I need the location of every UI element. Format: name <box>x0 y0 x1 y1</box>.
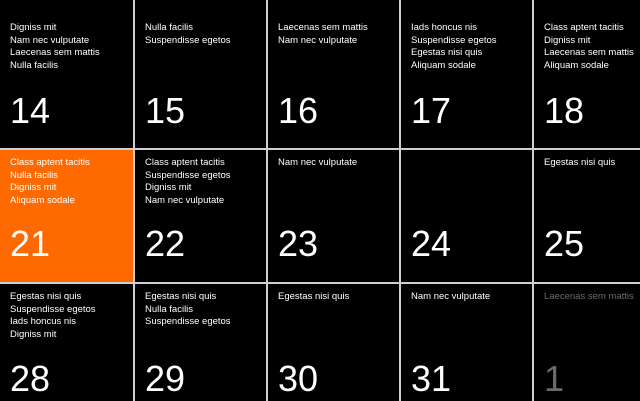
calendar-day-cell[interactable] <box>401 284 532 401</box>
event-item[interactable]: Nam nec vulputate <box>278 157 358 168</box>
day-event-list <box>544 22 636 72</box>
calendar-day-cell[interactable] <box>401 150 532 282</box>
calendar-day-cell[interactable] <box>135 15 266 149</box>
calendar-day-cell[interactable] <box>534 284 640 401</box>
calendar-day-cell[interactable] <box>534 15 640 149</box>
day-number: 17 <box>411 90 452 131</box>
calendar-day-cell[interactable] <box>135 150 266 282</box>
calendar-day-cell[interactable] <box>268 284 399 401</box>
day-event-list <box>411 291 528 304</box>
event-item[interactable]: Digniss mit <box>544 34 591 46</box>
event-item[interactable]: Aliquam sodale <box>10 194 75 206</box>
calendar-day-cell[interactable] <box>268 150 399 282</box>
day-number: 16 <box>278 90 319 131</box>
grid-divider-vertical <box>399 0 401 401</box>
event-item[interactable]: Laecenas sem mattis <box>544 47 634 58</box>
calendar-day-cell[interactable] <box>135 284 266 401</box>
day-event-list <box>10 157 129 207</box>
event-item[interactable]: Suspendisse egetos <box>145 34 231 46</box>
event-item[interactable]: Nulla facilis <box>10 59 59 71</box>
event-item[interactable]: Suspendisse egetos <box>10 303 96 315</box>
day-number: 31 <box>411 358 452 399</box>
event-item[interactable]: Iads honcus nis <box>10 316 77 327</box>
day-number: 23 <box>278 223 319 264</box>
day-number: 1 <box>544 358 565 399</box>
event-item[interactable]: Suspendisse egetos <box>145 169 231 181</box>
event-item[interactable]: Egestas nisi quis <box>411 47 483 58</box>
event-item[interactable]: Egestas nisi quis <box>10 291 82 302</box>
day-event-list <box>10 291 129 341</box>
grid-divider-vertical <box>133 0 135 401</box>
grid-divider-horizontal <box>0 148 640 150</box>
event-item[interactable]: Suspendisse egetos <box>411 34 497 46</box>
calendar-day-cell[interactable] <box>401 15 532 149</box>
event-item[interactable]: Nam nec vulputate <box>145 194 225 206</box>
event-item[interactable]: Egestas nisi quis <box>278 291 350 302</box>
event-item[interactable]: Nulla facilis <box>10 169 59 181</box>
event-item[interactable]: Egestas nisi quis <box>145 291 217 302</box>
grid-divider-vertical <box>266 0 268 401</box>
event-item[interactable]: Digniss mit <box>10 182 57 193</box>
day-event-list <box>278 291 395 304</box>
grid-divider-horizontal <box>0 282 640 284</box>
day-event-list <box>278 22 395 47</box>
day-number: 15 <box>145 90 186 131</box>
event-item[interactable]: Nam nec vulputate <box>10 34 90 46</box>
day-event-list <box>145 22 262 47</box>
day-number: 18 <box>544 90 585 131</box>
day-event-list <box>10 22 129 72</box>
day-event-list <box>544 157 636 170</box>
day-event-list <box>411 22 528 72</box>
event-item[interactable]: Suspendisse egetos <box>145 316 231 327</box>
event-item[interactable]: Digniss mit <box>10 22 57 33</box>
event-item[interactable]: Laecenas sem mattis <box>544 291 634 302</box>
calendar-day-cell[interactable] <box>0 150 133 282</box>
day-number: 30 <box>278 358 319 399</box>
event-item[interactable]: Laecenas sem mattis <box>278 22 368 33</box>
day-number: 14 <box>10 90 51 131</box>
event-item[interactable]: Iads honcus nis <box>411 22 478 33</box>
day-number: 29 <box>145 358 186 399</box>
day-number: 21 <box>10 223 51 264</box>
event-item[interactable]: Egestas nisi quis <box>544 157 616 168</box>
event-item[interactable]: Class aptent tacitis <box>10 157 90 168</box>
day-number: 25 <box>544 223 585 264</box>
calendar-day-cell[interactable] <box>0 15 133 149</box>
event-item[interactable]: Nam nec vulputate <box>278 34 358 46</box>
calendar-day-cell[interactable] <box>0 284 133 401</box>
day-number: 24 <box>411 223 452 264</box>
event-item[interactable]: Nulla facilis <box>145 303 194 315</box>
event-item[interactable]: Class aptent tacitis <box>544 22 624 33</box>
event-item[interactable]: Nam nec vulputate <box>411 291 491 302</box>
event-item[interactable]: Aliquam sodale <box>544 59 609 71</box>
event-item[interactable]: Laecenas sem mattis <box>10 47 100 58</box>
day-event-list <box>544 291 636 304</box>
grid-divider-vertical <box>532 0 534 401</box>
event-item[interactable]: Aliquam sodale <box>411 59 476 71</box>
event-item[interactable]: Nulla facilis <box>145 22 194 33</box>
calendar-day-cell[interactable] <box>534 150 640 282</box>
day-event-list <box>145 157 262 207</box>
event-item[interactable]: Class aptent tacitis <box>145 157 225 168</box>
event-item[interactable]: Digniss mit <box>145 182 192 193</box>
day-event-list <box>278 157 395 170</box>
event-item[interactable]: Digniss mit <box>10 328 57 340</box>
day-event-list <box>145 291 262 329</box>
day-number: 28 <box>10 358 51 399</box>
calendar-day-cell[interactable] <box>268 15 399 149</box>
day-number: 22 <box>145 223 186 264</box>
